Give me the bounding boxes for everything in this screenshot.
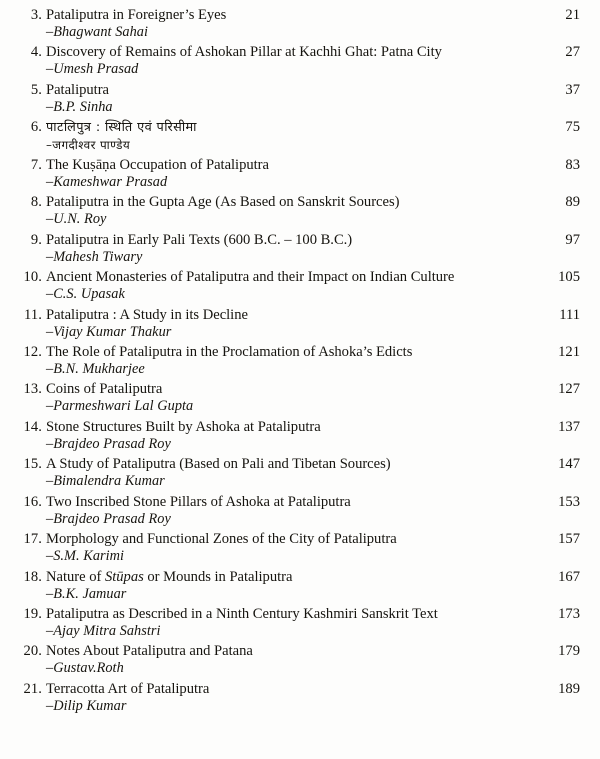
toc-entry-page-number: 157: [558, 531, 580, 548]
toc-entry[interactable]: [0, 193, 600, 230]
toc-entry-page-number: 83: [565, 156, 580, 173]
toc-entry[interactable]: [0, 455, 600, 492]
toc-entry-page-number: 27: [565, 44, 580, 61]
toc-entry-author: –U.N. Roy: [46, 211, 107, 228]
toc-entry-author: –जगदीश्वर पाण्डेय: [46, 138, 131, 153]
toc-entry[interactable]: [0, 118, 600, 155]
toc-entry-page-number: 121: [558, 343, 580, 360]
toc-entry-number: 3.: [30, 7, 42, 23]
toc-entry-author: –Umesh Prasad: [46, 61, 139, 78]
toc-entry-title[interactable]: The Kuṣāṇa Occupation of Pataliputra: [46, 156, 269, 173]
toc-entry-title[interactable]: Pataliputra in the Gupta Age (As Based on Sanskrit Sources): [46, 194, 400, 211]
toc-entry-page-number: 105: [558, 269, 580, 286]
toc-entry-title[interactable]: Notes About Pataliputra and Patana: [46, 643, 253, 660]
toc-entry-author: –Dilip Kumar: [46, 697, 127, 714]
toc-entry[interactable]: [0, 343, 600, 380]
toc-entry-title[interactable]: Stone Structures Built by Ashoka at Pataliputra: [46, 418, 321, 435]
toc-entry[interactable]: [0, 231, 600, 268]
toc-entry-title[interactable]: Pataliputra : A Study in its Decline: [46, 306, 248, 323]
toc-entry-author: –Bhagwant Sahai: [46, 24, 149, 40]
toc-entry-number: 12.: [23, 343, 42, 360]
toc-entry-head: [0, 118, 600, 137]
toc-entry-title-part: Nature of: [46, 568, 105, 585]
toc-entry-number: 10.: [23, 269, 42, 286]
toc-entry-page-number: 189: [558, 680, 580, 697]
toc-entry[interactable]: [0, 493, 600, 530]
toc-list: [0, 6, 600, 717]
toc-entry-page-number: 97: [565, 231, 580, 248]
toc-entry[interactable]: [0, 605, 600, 642]
toc-entry-number: 13.: [23, 381, 42, 398]
toc-entry-title[interactable]: The Role of Pataliputra in the Proclamation of Ashoka’s Edicts: [46, 343, 413, 360]
toc-entry-title[interactable]: Ancient Monasteries of Pataliputra and their Impact on Indian Culture: [46, 269, 455, 286]
toc-entry-page-number: 147: [558, 456, 580, 473]
toc-entry-author: –B.P. Sinha: [46, 98, 113, 115]
toc-entry-title[interactable]: पाटलिपुत्र : स्थिति एवं परिसीमा: [46, 120, 197, 136]
toc-entry-page-number: 137: [558, 418, 580, 435]
toc-entry-page-number: 111: [559, 306, 580, 323]
toc-entry-title[interactable]: A Study of Pataliputra (Based on Pali and Tibetan Sources): [46, 456, 391, 473]
toc-entry-author: –Brajdeo Prasad Roy: [46, 510, 171, 527]
toc-entry-author: –Kameshwar Prasad: [46, 173, 168, 190]
toc-entry-number: 19.: [23, 606, 42, 622]
toc-entry[interactable]: [0, 306, 600, 343]
toc-entry-title-part: or Mounds in Pataliputra: [143, 568, 293, 585]
toc-entry[interactable]: [0, 156, 600, 193]
toc-entry-number: 5.: [30, 81, 42, 98]
toc-entry-number: 20.: [23, 643, 42, 660]
toc-entry-page-number: 89: [565, 194, 580, 211]
toc-entry-title[interactable]: Pataliputra as Described in a Ninth Century Kashmiri Sanskrit Text: [46, 606, 438, 622]
toc-entry-number: 14.: [23, 418, 42, 435]
toc-entry-author: –B.K. Jamuar: [46, 585, 127, 602]
toc-entry-author: –C.S. Upasak: [46, 286, 125, 303]
toc-entry-page-number: 173: [558, 606, 580, 622]
toc-entry[interactable]: [0, 268, 600, 305]
toc-entry[interactable]: [0, 530, 600, 567]
toc-entry-author: –Ajay Mitra Sahstri: [46, 623, 161, 639]
toc-entry[interactable]: [0, 380, 600, 417]
toc-entry-number: 4.: [30, 44, 42, 61]
toc-entry-number: 8.: [30, 194, 42, 211]
toc-entry-page-number: 75: [565, 119, 580, 136]
toc-entry-title[interactable]: Pataliputra: [46, 81, 110, 98]
toc-entry-page-number: 167: [558, 568, 580, 585]
toc-entry-title[interactable]: Two Inscribed Stone Pillars of Ashoka at Pataliputra: [46, 493, 351, 510]
toc-entry-author: –B.N. Mukharjee: [46, 360, 145, 377]
toc-entry-author: –Bimalendra Kumar: [46, 473, 165, 490]
toc-entry-number: 9.: [30, 231, 42, 248]
toc-entry-number: 17.: [23, 531, 42, 548]
toc-entry-number: 11.: [23, 306, 42, 323]
toc-entry-number: 15.: [23, 456, 42, 473]
toc-entry-title[interactable]: Coins of Pataliputra: [46, 381, 163, 398]
toc-entry-author: –Vijay Kumar Thakur: [46, 323, 172, 340]
toc-entry[interactable]: [0, 43, 600, 80]
toc-entry-page-number: 127: [558, 381, 580, 398]
toc-entry-author: –Gustav.Roth: [46, 660, 124, 677]
toc-entry-title[interactable]: Discovery of Remains of Ashokan Pillar at Kachhi Ghat: Patna City: [46, 44, 442, 61]
toc-entry-title[interactable]: Morphology and Functional Zones of the City of Pataliputra: [46, 531, 397, 548]
toc-entry-author: –Brajdeo Prasad Roy: [46, 435, 171, 452]
toc-entry-number: 16.: [23, 493, 42, 510]
toc-entry-page-number: 179: [558, 643, 580, 660]
toc-entry-author: –Parmeshwari Lal Gupta: [46, 398, 194, 415]
toc-entry[interactable]: [0, 642, 600, 679]
toc-entry[interactable]: [0, 81, 600, 118]
toc-entry[interactable]: [0, 568, 600, 605]
toc-entry-page-number: 153: [558, 493, 580, 510]
toc-entry-title[interactable]: Pataliputra in Foreigner’s Eyes: [46, 7, 227, 23]
toc-entry-number: 18.: [23, 568, 42, 585]
toc-entry[interactable]: [0, 6, 600, 43]
toc-entry-author: –Mahesh Tiwary: [46, 248, 143, 265]
toc-entry-number: 21.: [23, 680, 42, 697]
toc-entry-number: 6.: [30, 119, 42, 136]
toc-entry-page-number: 21: [565, 7, 580, 23]
toc-entry-author: –S.M. Karimi: [46, 548, 125, 565]
toc-entry[interactable]: [0, 680, 600, 717]
toc-entry[interactable]: [0, 418, 600, 455]
toc-entry-title[interactable]: Pataliputra in Early Pali Texts (600 B.C. – 100 B.C.): [46, 231, 353, 248]
toc-entry-page-number: 37: [565, 81, 580, 98]
toc-entry-number: 7.: [30, 156, 42, 173]
toc-entry-title[interactable]: Terracotta Art of Pataliputra: [46, 680, 210, 697]
toc-entry-title-part: Stūpas: [104, 568, 144, 585]
